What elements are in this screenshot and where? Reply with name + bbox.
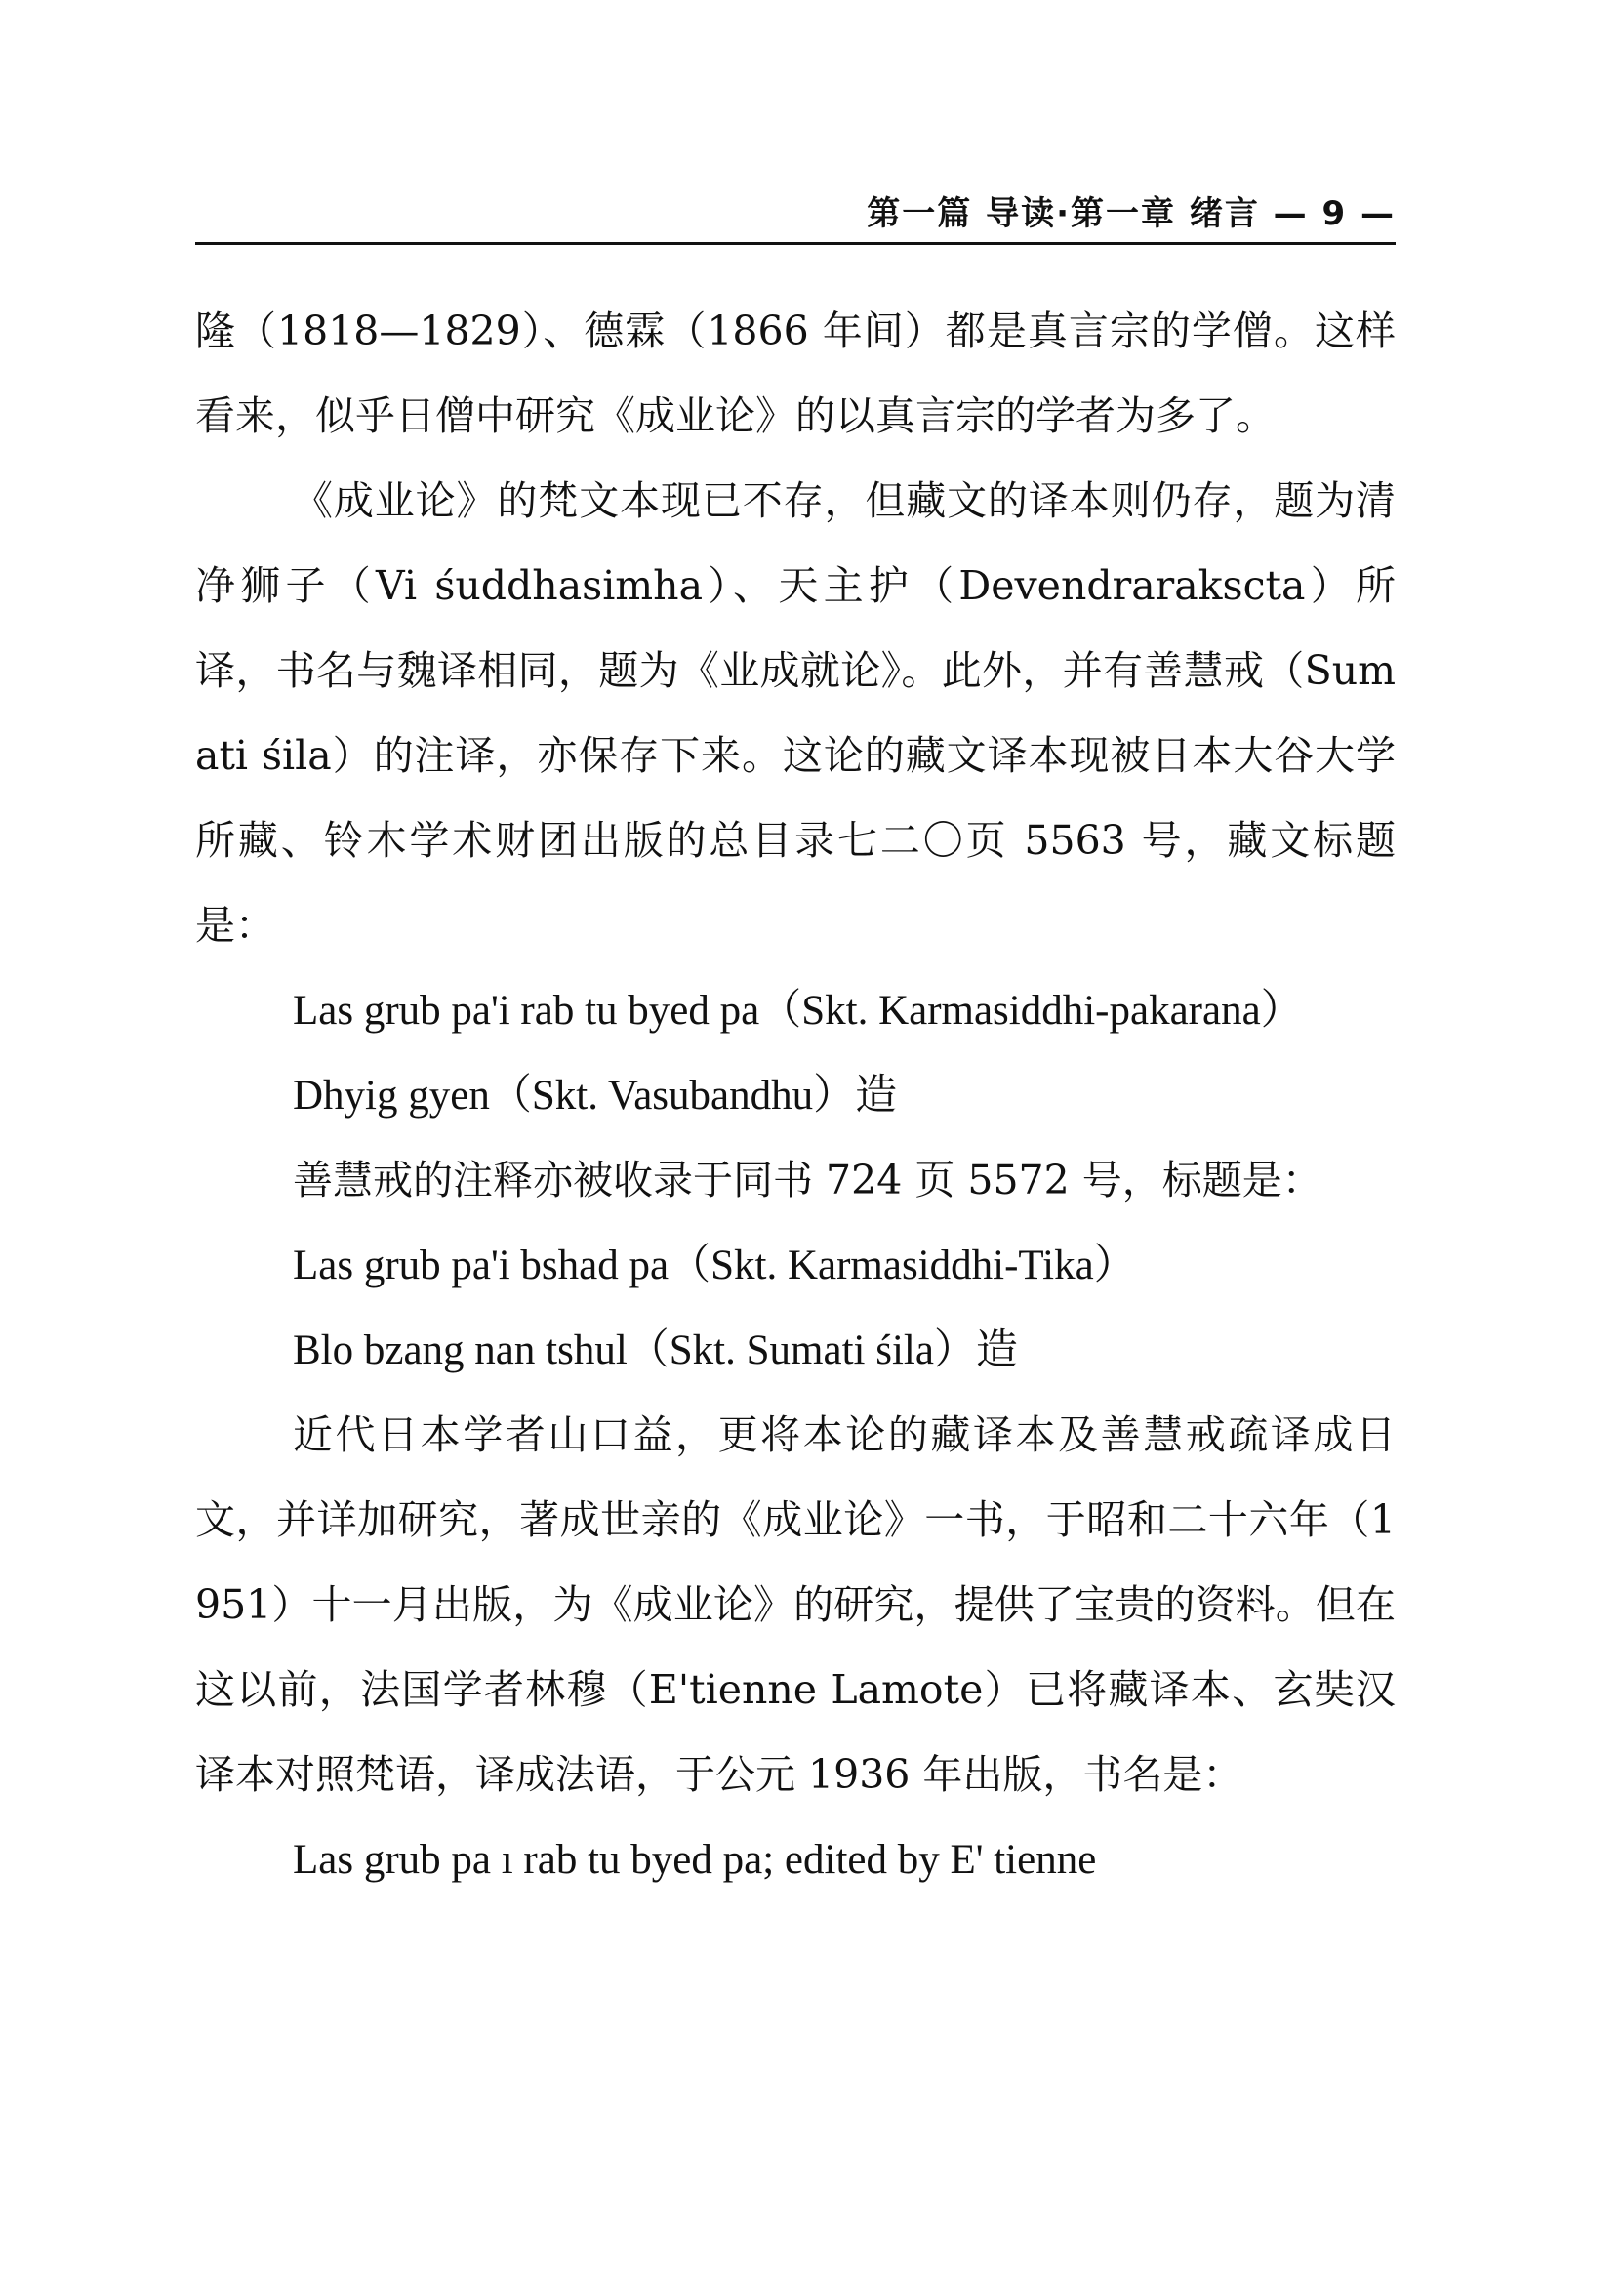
- paragraph-continued: 隆（1818—1829）、德霖（1866 年间）都是真言宗的学僧。这样看来，似乎日僧中研究《成业论》的以真言宗的学者为多了。: [195, 307, 1396, 439]
- french-edition-title: Las grub pa ı rab tu byed pa; edited by E' tienne: [293, 1837, 1097, 1883]
- tibetan-title-2: Las grub pa'i bshad pa（Skt. Karmasiddhi-Tika）: [293, 1243, 1136, 1288]
- tibetan-title-1: Las grub pa'i rab tu byed pa（Skt. Karmasiddhi-pakarana）: [293, 988, 1303, 1034]
- tibetan-author-2: Blo bzang nan tshul（Skt. Sumati śila）造: [293, 1327, 1018, 1373]
- paragraph-tibetan-version: 《成业论》的梵文本现已不存，但藏文的译本则仍存，题为清净狮子（Vi śuddhasimha）、天主护（Devendrarakscta）所译，书名与魏译相同，题为《业成就论》。此外，并有善慧戒（Sumati śila）的注译，亦保存下来。这论的藏文译本现被日本大谷大学所藏、铃木学术财团出版的总目录七二〇页 5563 号，藏文标题是：: [195, 477, 1396, 949]
- tibetan-author-1: Dhyig gyen（Skt. Vasubandhu）造: [293, 1073, 898, 1119]
- paragraph-modern-research: 近代日本学者山口益，更将本论的藏译本及善慧戒疏译成日文，并详加研究，著成世亲的《成业论》一书，于昭和二十六年（1951）十一月出版，为《成业论》的研究，提供了宝贵的资料。但在这以前，法国学者林穆（E'tienne Lamote）已将藏译本、玄奘汉译本对照梵语，译成法语，于公元 1936 年出版，书名是：: [195, 1411, 1396, 1798]
- header-rule: [195, 242, 1396, 245]
- running-head: 第一篇 导读·第一章 绪言 — 9 —: [867, 194, 1396, 233]
- paragraph-commentary: 善慧戒的注释亦被收录于同书 724 页 5572 号，标题是：: [293, 1157, 1322, 1203]
- page-body: [195, 289, 1396, 1902]
